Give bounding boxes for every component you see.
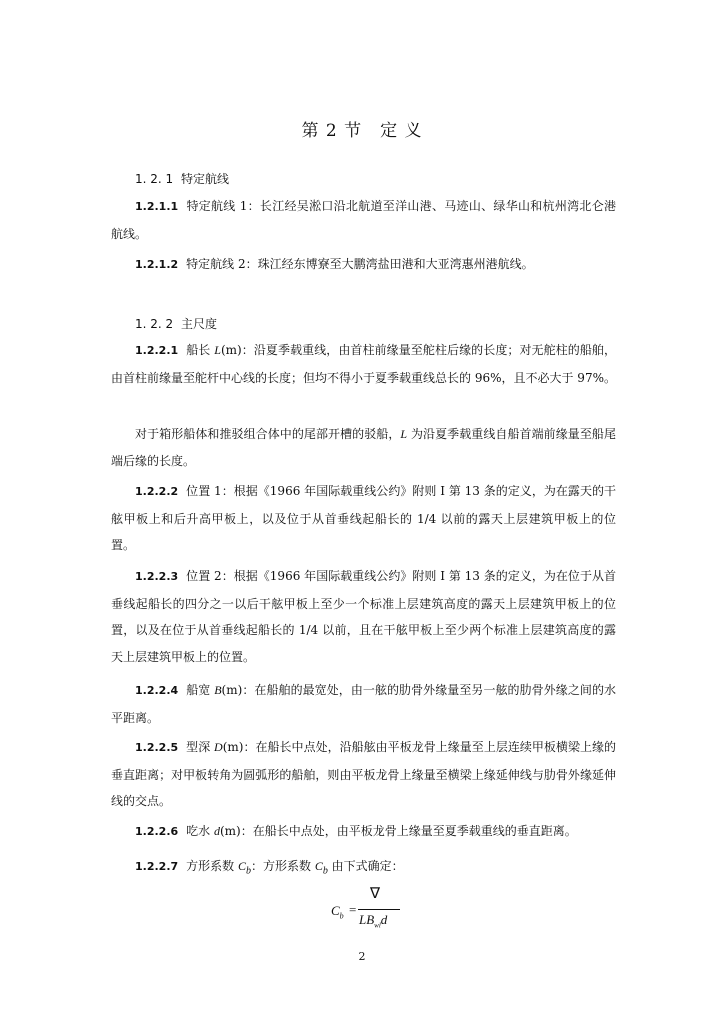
clause-number: 1.2.2.2	[135, 485, 179, 498]
symbol-letter: C	[314, 859, 323, 873]
paragraph-text: 型深	[186, 740, 215, 754]
block-coefficient-formula	[328, 886, 408, 936]
paragraph-1-2-2-6	[111, 818, 616, 846]
paragraph-text: 对于箱形船体和推驳组合体中的尾部开槽的驳船，	[135, 427, 401, 441]
section-title-prefix: 第 2 节	[301, 121, 363, 141]
symbol-L: L	[214, 343, 221, 357]
paragraph-text: (m)：在船长中点处，沿船舷由平板龙骨上缘量至上层连续甲板横梁上缘的垂直距离；对甲板转角为圆弧形的船舶，则由平板龙骨上缘量至横梁上缘延伸线与肋骨外缘延伸线的交点。	[111, 740, 616, 808]
denominator-part: d	[380, 912, 388, 927]
paragraph-text: 船长	[186, 343, 215, 357]
paragraph-1-2-2-4	[111, 677, 616, 731]
paragraph-text: (m)：在船舶的最宽处，由一舷的肋骨外缘量至另一舷的肋骨外缘之间的水平距离。	[111, 683, 616, 725]
formula-numerator: ∇	[370, 886, 381, 902]
symbol-D: D	[214, 740, 223, 754]
clause-number: 1.2.2.6	[135, 825, 179, 838]
clause-number: 1.2.2.3	[135, 570, 179, 583]
paragraph-text: (m)：在船长中点处，由平板龙骨上缘量至夏季载重线的垂直距离。	[219, 824, 577, 838]
symbol-letter: C	[237, 859, 246, 873]
paragraph-1-2-2-5	[111, 734, 616, 815]
fraction-bar	[358, 909, 400, 910]
symbol-L: L	[400, 427, 408, 441]
paragraph-1-2-2-1-cont	[111, 421, 616, 474]
clause-number: 1.2.2.4	[135, 684, 179, 697]
paragraph-1-2-1-1	[111, 193, 616, 247]
page-number: 2	[358, 950, 366, 963]
formula-lhs	[331, 903, 344, 921]
heading-1-2-2	[135, 315, 217, 332]
section-title-name: 定 义	[380, 121, 423, 141]
heading-text: 主尺度	[181, 317, 218, 331]
section-title	[0, 116, 724, 141]
symbol-Cb	[237, 859, 251, 877]
paragraph-1-2-2-7	[111, 853, 616, 885]
formula-denominator	[359, 912, 387, 930]
paragraph-1-2-2-1	[111, 337, 616, 391]
symbol-d: d	[213, 824, 220, 838]
symbol-subscript: b	[246, 865, 251, 877]
paragraph-1-2-1-2	[111, 251, 616, 279]
formula-lhs-subscript: b	[339, 911, 344, 921]
paragraph-text: 特定航线 2：珠江经东博寮至大鹏湾盐田港和大亚湾惠州港航线。	[186, 257, 534, 271]
denominator-subscript: wl	[374, 921, 381, 930]
paragraph-text: (m)：沿夏季载重线，由首柱前缘量至舵柱后缘的长度；对无舵柱的船舶，由首柱前缘量至舵杆中心线的长度；但均不得小于夏季载重线总长的 96%，且不必大于 97%。	[111, 343, 616, 385]
paragraph-text: 方形系数	[186, 859, 238, 873]
heading-number: 1. 2. 1	[135, 172, 174, 186]
heading-1-2-1	[135, 170, 229, 187]
paragraph-text: 由下式确定：	[327, 859, 404, 873]
symbol-subscript: b	[322, 865, 328, 877]
heading-text: 特定航线	[181, 172, 230, 186]
paragraph-text: 船宽	[186, 683, 215, 697]
formula-equals: =	[349, 902, 357, 917]
paragraph-text: 位置 2：根据《1966 年国际载重线公约》附则 I 第 13 条的定义，为在位于从首垂线起船长的四分之一以后干舷甲板上至少一个标准上层建筑高度的露天上层建筑甲板上的位置，以及在位于从首垂线起船长的 1/4 以前，且在干舷甲板上至少两个标准上层建筑高度的露天上层建筑甲板上的位置。	[111, 569, 616, 664]
paragraph-text: 特定航线 1：长江经吴淞口沿北航道至洋山港、马迹山、绿华山和杭州湾北仑港航线。	[111, 199, 616, 241]
clause-number: 1.2.2.5	[135, 741, 179, 754]
paragraph-text: ：方形系数	[251, 859, 315, 873]
heading-number: 1. 2. 2	[135, 317, 174, 331]
formula-lhs-letter: C	[331, 903, 340, 918]
symbol-B: B	[214, 683, 222, 697]
paragraph-1-2-2-3	[111, 563, 616, 670]
clause-number: 1.2.2.1	[135, 344, 179, 357]
clause-number: 1.2.1.2	[135, 258, 179, 271]
paragraph-text: 位置 1：根据《1966 年国际载重线公约》附则 I 第 13 条的定义，为在露天的干舷甲板上和后升高甲板上，以及位于从首垂线起船长的 1/4 以前的露天上层建筑甲板上的位置。	[111, 484, 616, 552]
paragraph-1-2-2-2	[111, 478, 616, 559]
paragraph-text: 吃水	[186, 824, 214, 838]
denominator-part: LB	[359, 912, 375, 927]
clause-number: 1.2.2.7	[135, 860, 179, 873]
paragraph-text: 为沿夏季载重线自船首端前缘量至船尾端后缘的长度。	[111, 427, 616, 468]
clause-number: 1.2.1.1	[135, 200, 179, 213]
symbol-Cb	[314, 859, 328, 877]
